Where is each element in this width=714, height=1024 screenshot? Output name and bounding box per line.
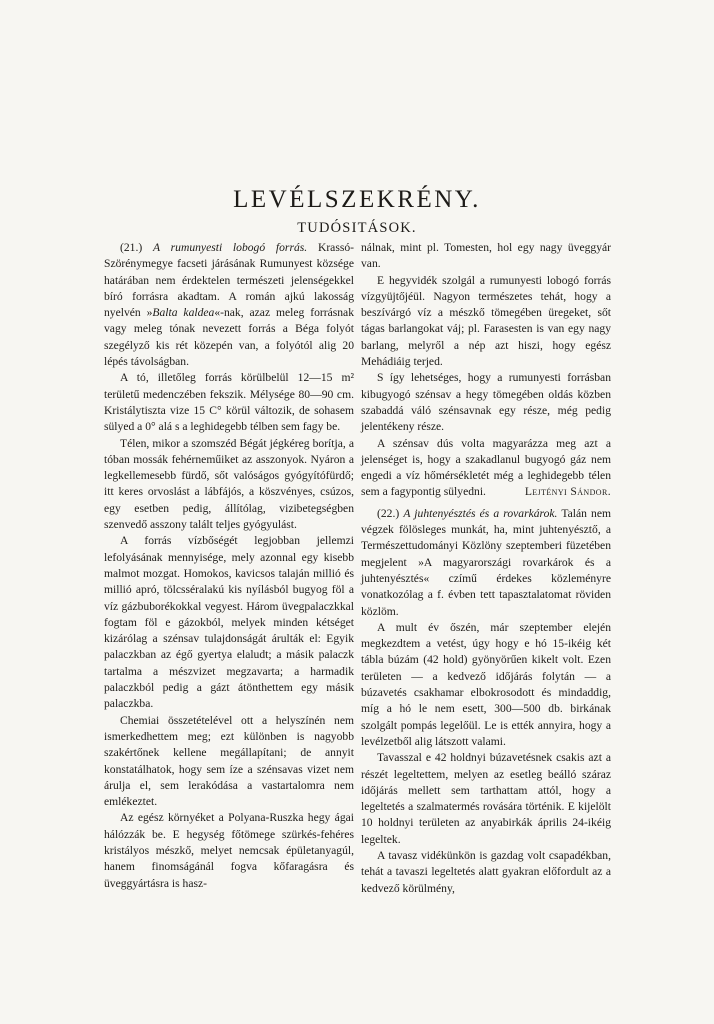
right-column	[361, 240, 611, 897]
paragraph-text: Talán nem végzek fölösleges munkát, ha, mint juhtenyésztő, a Természettudományi Közlöny szeptemberi füzetében megjelent »A magyarországi rovarkárok és a juhtenyésztés« czímű érdekes közleményre vonatkozólag a f. évben tett tapasztalatomat röviden közlöm.	[361, 506, 611, 618]
paragraph: A mult év őszén, már szeptember elején megkezdtem a vetést, úgy hogy e hó 15-ikéig két tábla búzám (42 hold) gyönyörűen kikelt volt. Ezen területen — a kedvező időjárás folytán — a búzavetés csakhamar elbokrosodott és mindaddig, míg a hó le nem esett, 300—500 db. birkának szolgált pompás legelőül. Le is ették annyira, hogy a levélzetből alig látszott valami.	[361, 620, 611, 748]
article-number: (22.)	[377, 506, 400, 520]
paragraph: nálnak, mint pl. Tomesten, hol egy nagy üveggyár van.	[361, 241, 611, 271]
article-number: (21.)	[120, 241, 143, 254]
spring-name: Balta kaldea	[152, 306, 215, 320]
paragraph-text: Krassó-Szörénymegye facseti járásának Rumunyest községe határában nem érdektelen természeti jelenségekkel bíró forrásra akadtam. A román ajkú lakosság nyelvén »	[104, 241, 355, 320]
article-title: A juhtenyésztés és a rovarkárok.	[403, 506, 558, 520]
paragraph: A tó, illetőleg forrás körülbelül 12—15 m² területű medenczében fekszik. Mélysége 80—90 cm. Kristálytiszta vize 15 C° körül változik, de sohasem sülyed a 0° alá s a leghidegebb télben sem fagy be.	[104, 371, 354, 434]
paragraph-22-intro	[361, 506, 611, 620]
paragraph	[361, 436, 611, 501]
paragraph: E hegyvidék szolgál a rumunyesti lobogó forrás vízgyüjtőjéül. Nagyon természetes tehát, hogy a beszívárgó víz a mészkő tömegében üregeket, sőt tágas barlangokat váj; pl. Farasesten is van egy nagy barlang, melyről a nép azt hiszi, hogy egész Mehádiáig terjed.	[361, 273, 611, 369]
paragraph: Tavasszal e 42 holdnyi búzavetésnek csakis azt a részét legeltettem, melyen az esetleg beálló száraz időjárás mellett sem tarthattam attól, hogy a legeltetés a szalmatermés rovására történik. E kijelölt 10 holdnyi területen az anyabirkák április 24-ikéig legeltek.	[361, 751, 611, 846]
paragraph: A tavasz vidékünkön is gazdag volt csapadékban, tehát a tavaszi legeltetés alatt gyakran előfordult az a kedvező körülmény,	[361, 848, 611, 895]
section-title: LEVÉLSZEKRÉNY.	[233, 186, 481, 213]
paragraph-21-intro	[104, 240, 354, 370]
paragraph-text: «-nak, azaz meleg forrásnak vagy meleg tónak nevezett forrás a Béga folyót szegélyző kis rét közepén van, a folyótól alig 20 lépés távolságban.	[104, 306, 354, 369]
left-column	[104, 240, 354, 892]
paragraph: Az egész környéket a Polyana-Ruszka hegy ágai hálózzák be. E hegység főtömege szürkés-fehéres kristályos mészkő, melyet nemcsak épületanyagúl, hanem finomságánál fogva kőfaragásra és üveggyártásra is hasz-	[104, 811, 354, 890]
article-title: A rumunyesti lobogó forrás.	[153, 241, 308, 254]
paragraph: S így lehetséges, hogy a rumunyesti forrásban kibugyogó szénsav a hegy tömegében oldás közben szabaddá váló szénsavnak egy része, még pedig jelentékeny része.	[361, 371, 611, 434]
section-subtitle: TUDÓSITÁSOK.	[297, 220, 417, 236]
paragraph: Chemiai összetételével ott a helyszínén nem ismerkedhettem meg; ezt különben is nagyobb szakértőnek kellene megállapítani; de annyit konstatálhatok, hogy sem íze a szénsavas vizet nem árulja el, sem lerakódása a vastartalomra nem emlékeztet.	[104, 713, 354, 809]
paragraph: Télen, mikor a szomszéd Bégát jégkéreg borítja, a tóban mossák fehérneműiket az asszonyok. Nyáron a legkellemesebb fürdő, sőt valóságos gyógyítófürdő; itt keres orvoslást a lábfájós, a köszvényes, csúzos, egy esetben pedig, állítólag, vizibetegségben szenvedő asszony talált teljes gyógyulást.	[104, 436, 354, 532]
author-signature: Lejtényi Sándor.	[524, 485, 611, 499]
paragraph-text: A szénsav dús volta magyarázza meg azt a jelenséget is, hogy a szakadlanul bugyogó gáz nem engedi a víz hőmérsékletét még a leghidegebb télen sem a fagypontig sülyedni.	[361, 436, 611, 499]
paragraph: A forrás vízbőségét legjobban jellemzi lefolyásának mennyisége, mely azonnal egy kisebb malmot mozgat. Homokos, kavicsos talaján millió és millió apró, tölcsséralakú kis nyílásból bugyog föl a víz gázbuborékokkal vegyest. Három üvegpalaczkkal fogtam föl e gázokból, melyek minden kétséget kizárólag a szénsav tulajdonságát árulták el: Egyik palaczkban az égő gyertya elaludt; a másik palaczk tartalma a mészvizet megzavarta; a harmadik palaczkból pedig a gázt átönthettem egy másik palaczkba.	[104, 534, 354, 711]
